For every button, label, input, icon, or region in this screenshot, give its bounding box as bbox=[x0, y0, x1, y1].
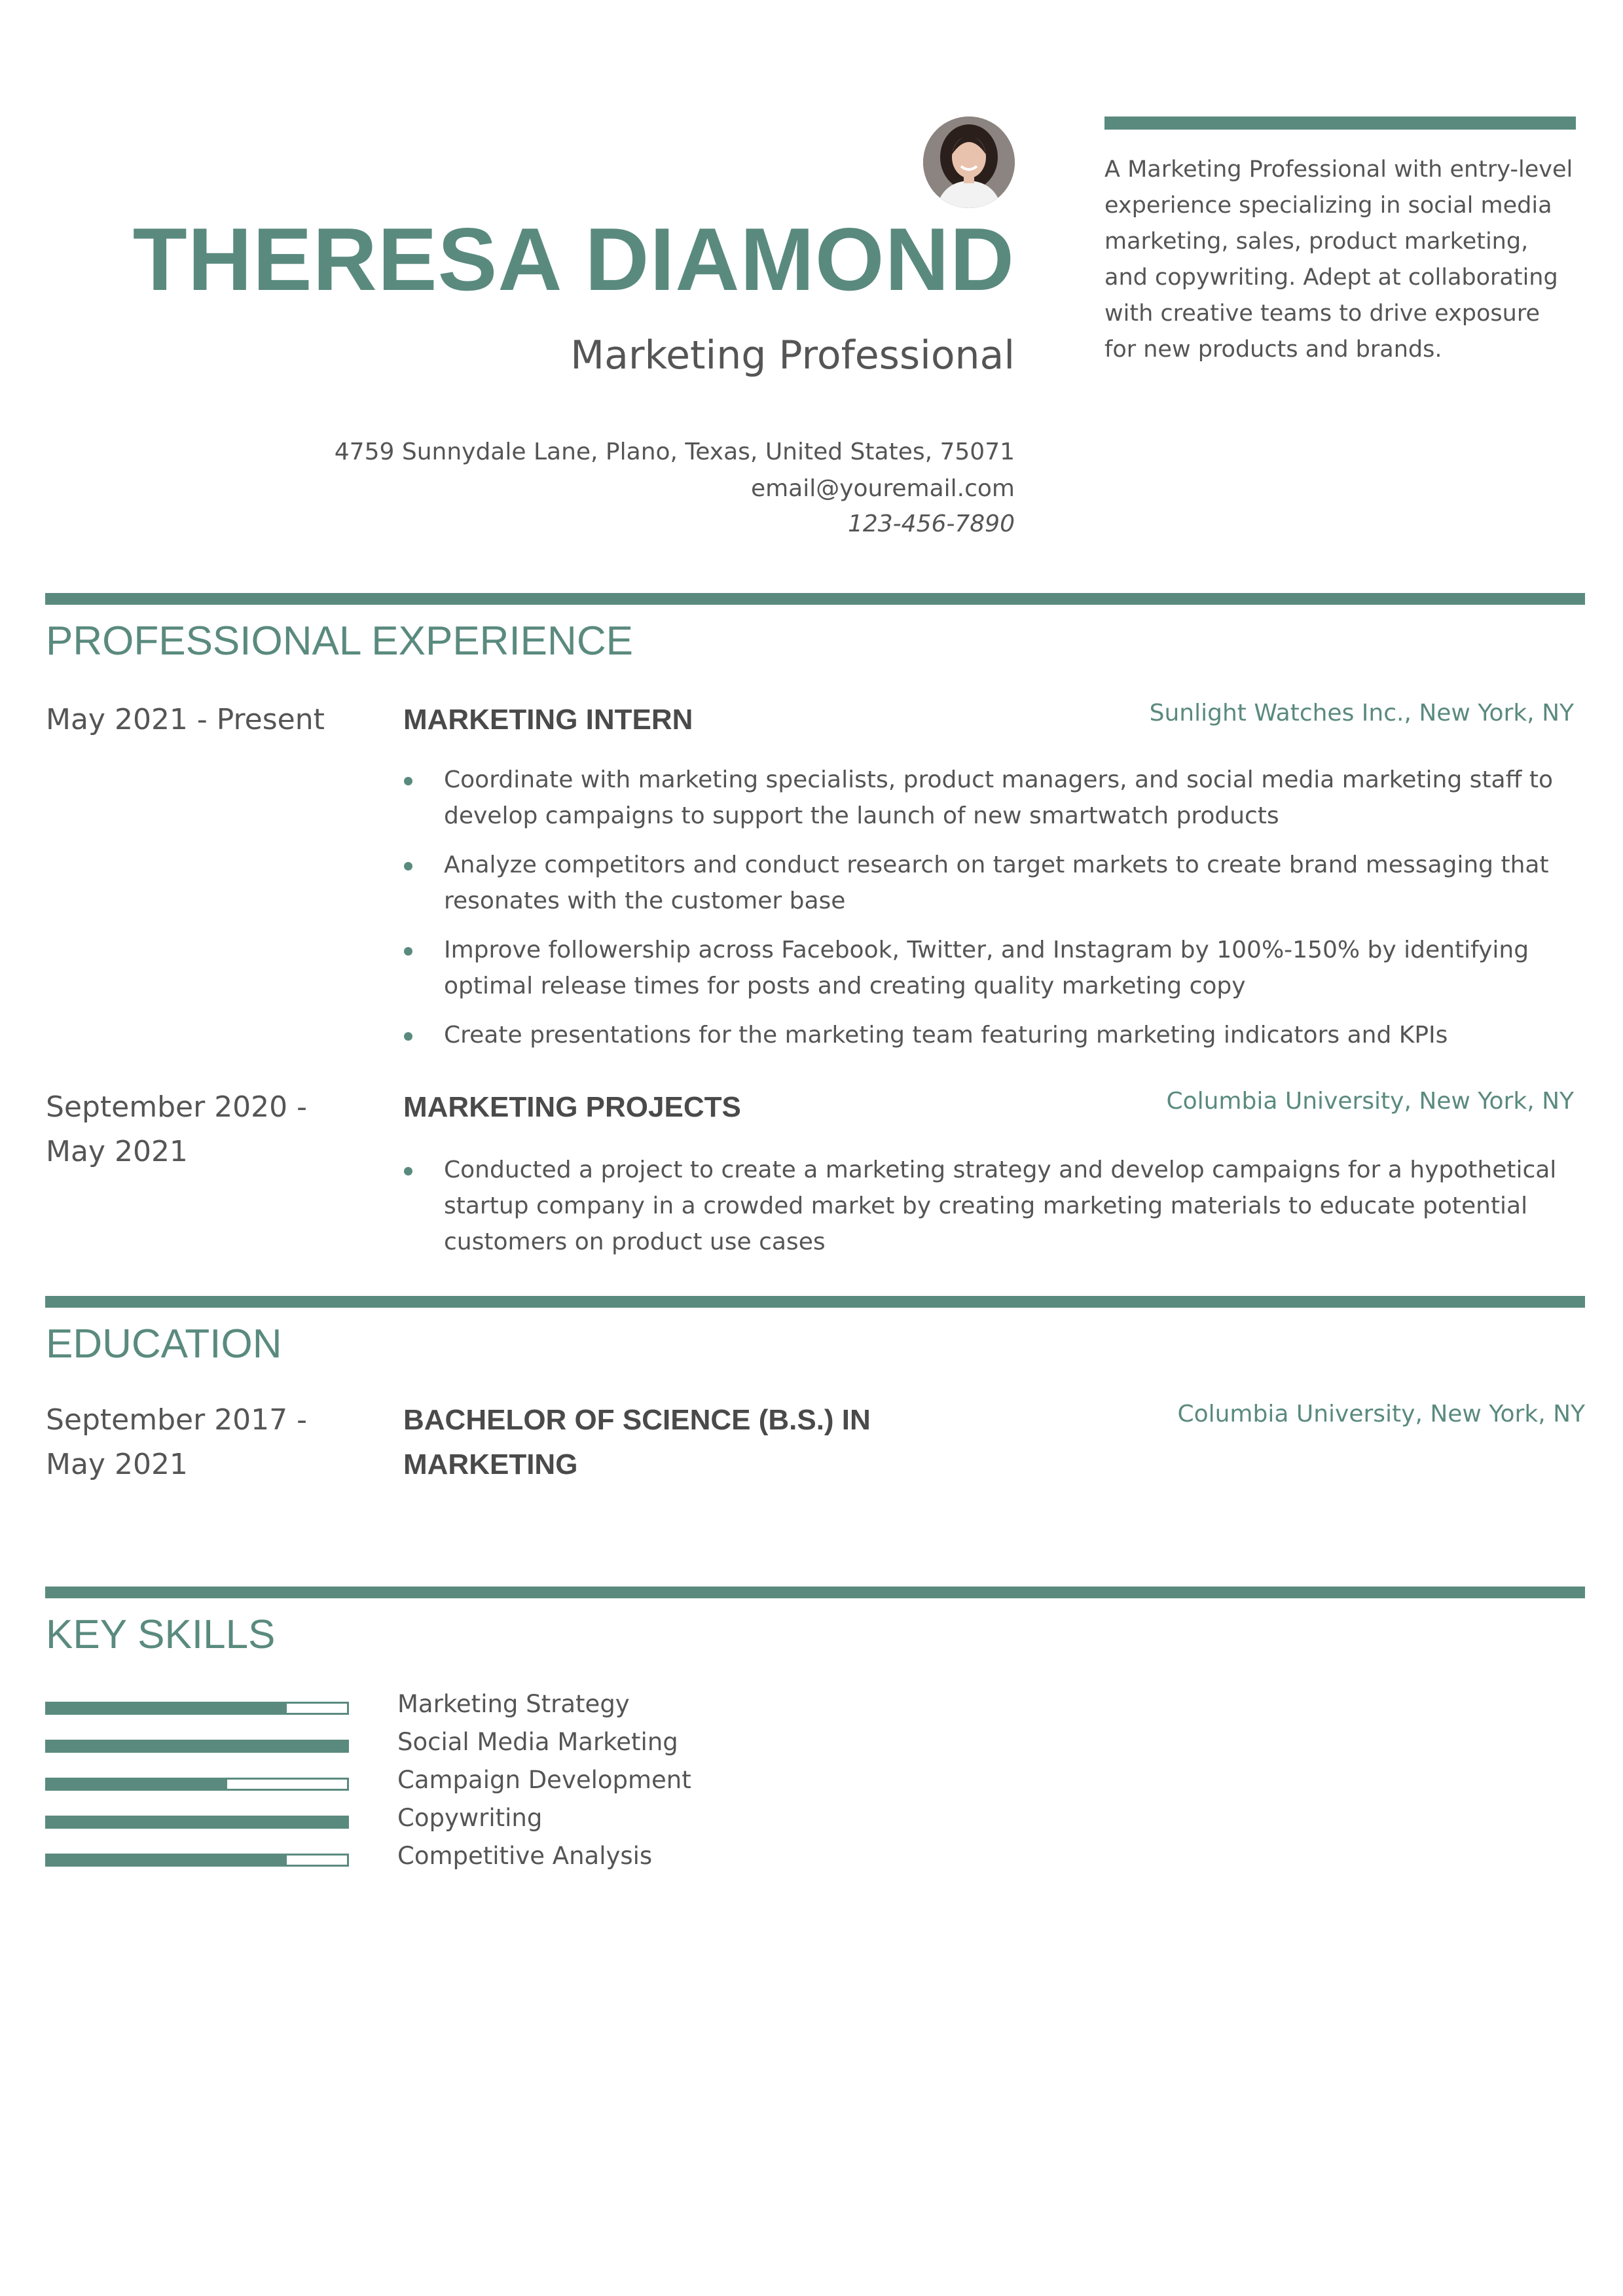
skill-level-fill bbox=[47, 1742, 347, 1751]
education-dates: September 2017 - May 2021 bbox=[46, 1403, 308, 1481]
list-item: Analyze competitors and conduct research on target markets to create brand messaging that resonates with the customer base bbox=[403, 847, 1582, 919]
skill-level-bar bbox=[45, 1778, 349, 1791]
address: 4759 Sunnydale Lane, Plano, Texas, United States, 75071 bbox=[334, 439, 1015, 465]
skill-label: Campaign Development bbox=[397, 1766, 691, 1794]
job-organization: Sunlight Watches Inc., New York, NY bbox=[1149, 700, 1574, 726]
phone-number: 123-456-7890 bbox=[847, 511, 1015, 537]
skill-level-bar bbox=[45, 1702, 349, 1715]
skill-level-fill bbox=[47, 1780, 227, 1789]
experience-divider bbox=[45, 593, 1585, 605]
job-dates: May 2021 - Present bbox=[46, 703, 325, 736]
skill-label: Social Media Marketing bbox=[397, 1728, 678, 1756]
education-degree: BACHELOR OF SCIENCE (B.S.) IN MARKETING bbox=[403, 1404, 871, 1480]
job-role: MARKETING PROJECTS bbox=[403, 1091, 741, 1123]
list-item: Conducted a project to create a marketing strategy and develop campaigns for a hypothetical startup company in a crowded market by creating marketing materials to educate potential customers on product use cases bbox=[403, 1152, 1582, 1260]
list-item: Coordinate with marketing specialists, product managers, and social media marketing staff to develop campaigns to support the launch of new smartwatch products bbox=[403, 762, 1582, 834]
list-item: Improve followership across Facebook, Twitter, and Instagram by 100%-150% by identifying optimal release times for posts and creating quality marketing copy bbox=[403, 932, 1582, 1004]
skills-section-title: KEY SKILLS bbox=[46, 1612, 276, 1657]
skill-level-bar bbox=[45, 1816, 349, 1829]
list-item: Create presentations for the marketing team featuring marketing indicators and KPIs bbox=[403, 1017, 1582, 1053]
skill-level-fill bbox=[47, 1704, 287, 1713]
job-role: MARKETING INTERN bbox=[403, 704, 693, 736]
skill-label: Competitive Analysis bbox=[397, 1842, 653, 1870]
skill-level-bar bbox=[45, 1740, 349, 1753]
skills-divider bbox=[45, 1587, 1585, 1598]
job-dates: September 2020 - May 2021 bbox=[46, 1090, 308, 1168]
job-bullets bbox=[403, 762, 1582, 1066]
skill-level-fill bbox=[47, 1856, 287, 1865]
job-organization: Columbia University, New York, NY bbox=[1166, 1088, 1574, 1115]
education-organization: Columbia University, New York, NY bbox=[1177, 1401, 1585, 1427]
education-section-title: EDUCATION bbox=[46, 1321, 282, 1367]
job-title: Marketing Professional bbox=[570, 332, 1015, 378]
skill-level-bar bbox=[45, 1854, 349, 1867]
candidate-name: THERESA DIAMOND bbox=[132, 209, 1015, 309]
summary-text: A Marketing Professional with entry-level experience specializing in social media marketing, sales, product marketing, and copywriting. Adept at collaborating with creative teams to drive exposure for new products and brands. bbox=[1104, 156, 1573, 363]
avatar bbox=[923, 117, 1015, 208]
skill-label: Copywriting bbox=[397, 1804, 543, 1832]
skill-level-fill bbox=[47, 1818, 347, 1827]
summary-divider bbox=[1104, 117, 1576, 130]
email-address: email@youremail.com bbox=[750, 475, 1015, 502]
education-divider bbox=[45, 1296, 1585, 1308]
job-bullets bbox=[403, 1152, 1582, 1273]
experience-section-title: PROFESSIONAL EXPERIENCE bbox=[46, 619, 633, 664]
profile-photo-icon bbox=[923, 117, 1015, 208]
skill-label: Marketing Strategy bbox=[397, 1690, 630, 1718]
